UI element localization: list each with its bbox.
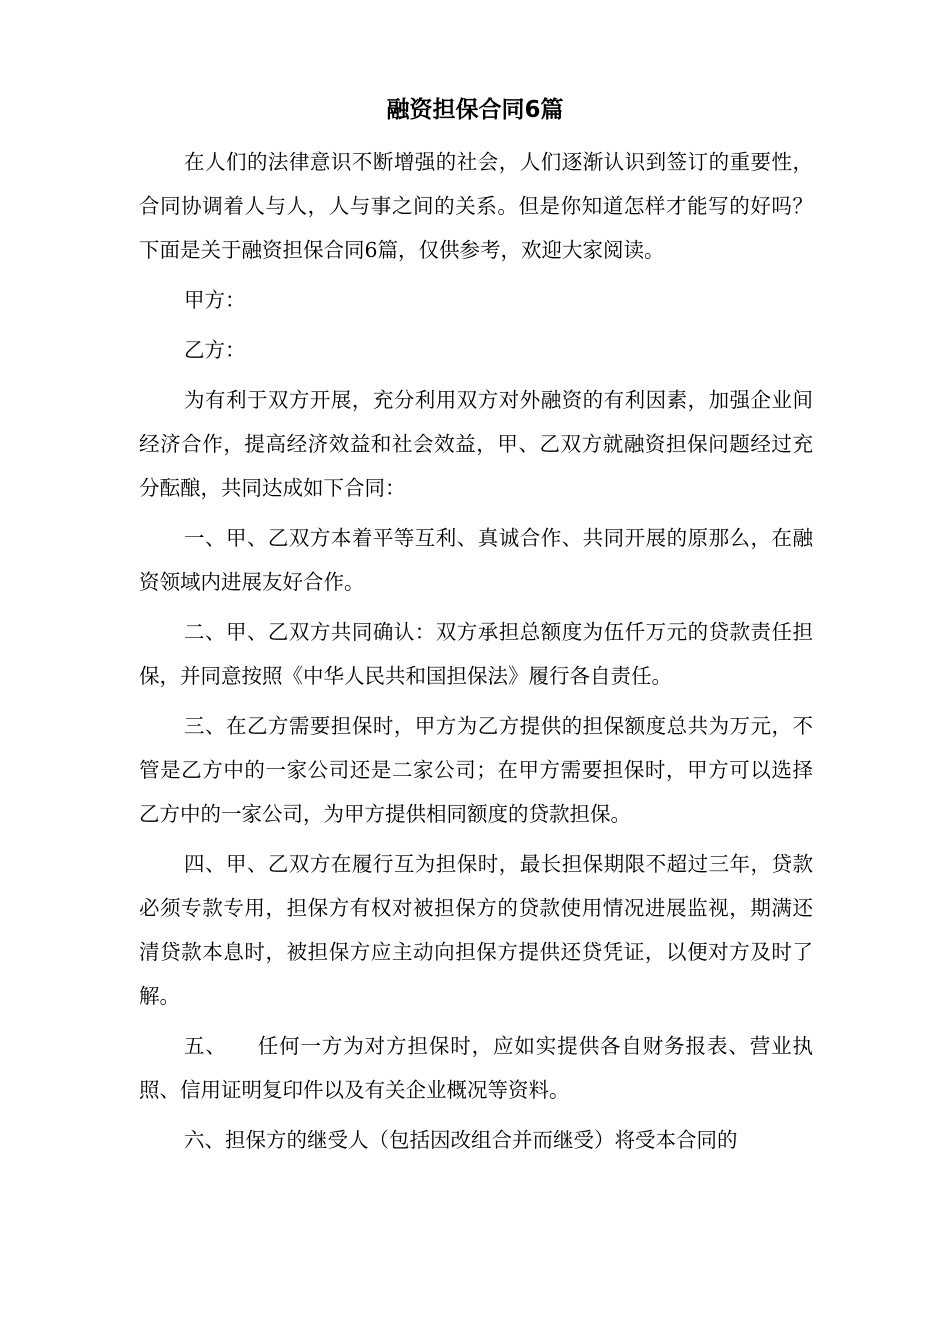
clause-one: 一、甲、乙双方本着平等互利、真诚合作、共同开展的原那么，在融资领域内进展友好合作。 — [139, 526, 813, 594]
document-title: 融资担保合同6篇 — [386, 97, 564, 123]
clause-six: 六、担保方的继受人（包括因改组合并而继受）将受本合同的 — [184, 1128, 738, 1152]
clause-five-number: 五、 — [184, 1034, 227, 1058]
party-a-line: 甲方： — [184, 288, 246, 312]
intro-paragraph: 在人们的法律意识不断增强的社会，人们逐渐认识到签订的重要性，合同协调着人与人，人与事之间的关系。但是你知道怎样才能写的好吗？下面是关于融资担保合同6篇，仅供参考，欢迎大家阅读。 — [139, 150, 813, 262]
clause-three: 三、在乙方需要担保时，甲方为乙方提供的担保额度总共为万元，不管是乙方中的一家公司还是二家公司；在甲方需要担保时，甲方可以选择乙方中的一家公司，为甲方提供相同额度的贷款担保。 — [139, 714, 813, 826]
document-body — [139, 140, 813, 1168]
clause-four: 四、甲、乙双方在履行互为担保时，最长担保期限不超过三年，贷款必须专款专用，担保方有权对被担保方的贷款使用情况进展监视，期满还清贷款本息时，被担保方应主动向担保方提供还贷凭证，以便对方及时了解。 — [139, 852, 813, 1008]
clause-five — [139, 1024, 813, 1112]
clause-five-text: 任何一方为对方担保时，应如实提供各自财务报表、营业执照、信用证明复印件以及有关企业概况等资料。 — [139, 1034, 814, 1102]
party-b-line: 乙方： — [184, 338, 246, 362]
preamble-paragraph: 为有利于双方开展，充分利用双方对外融资的有利因素，加强企业间经济合作，提高经济效益和社会效益，甲、乙双方就融资担保问题经过充分酝酿，共同达成如下合同： — [139, 388, 813, 500]
clause-two: 二、甲、乙双方共同确认：双方承担总额度为伍仟万元的贷款责任担保，并同意按照《中华人民共和国担保法》履行各自责任。 — [139, 620, 813, 688]
